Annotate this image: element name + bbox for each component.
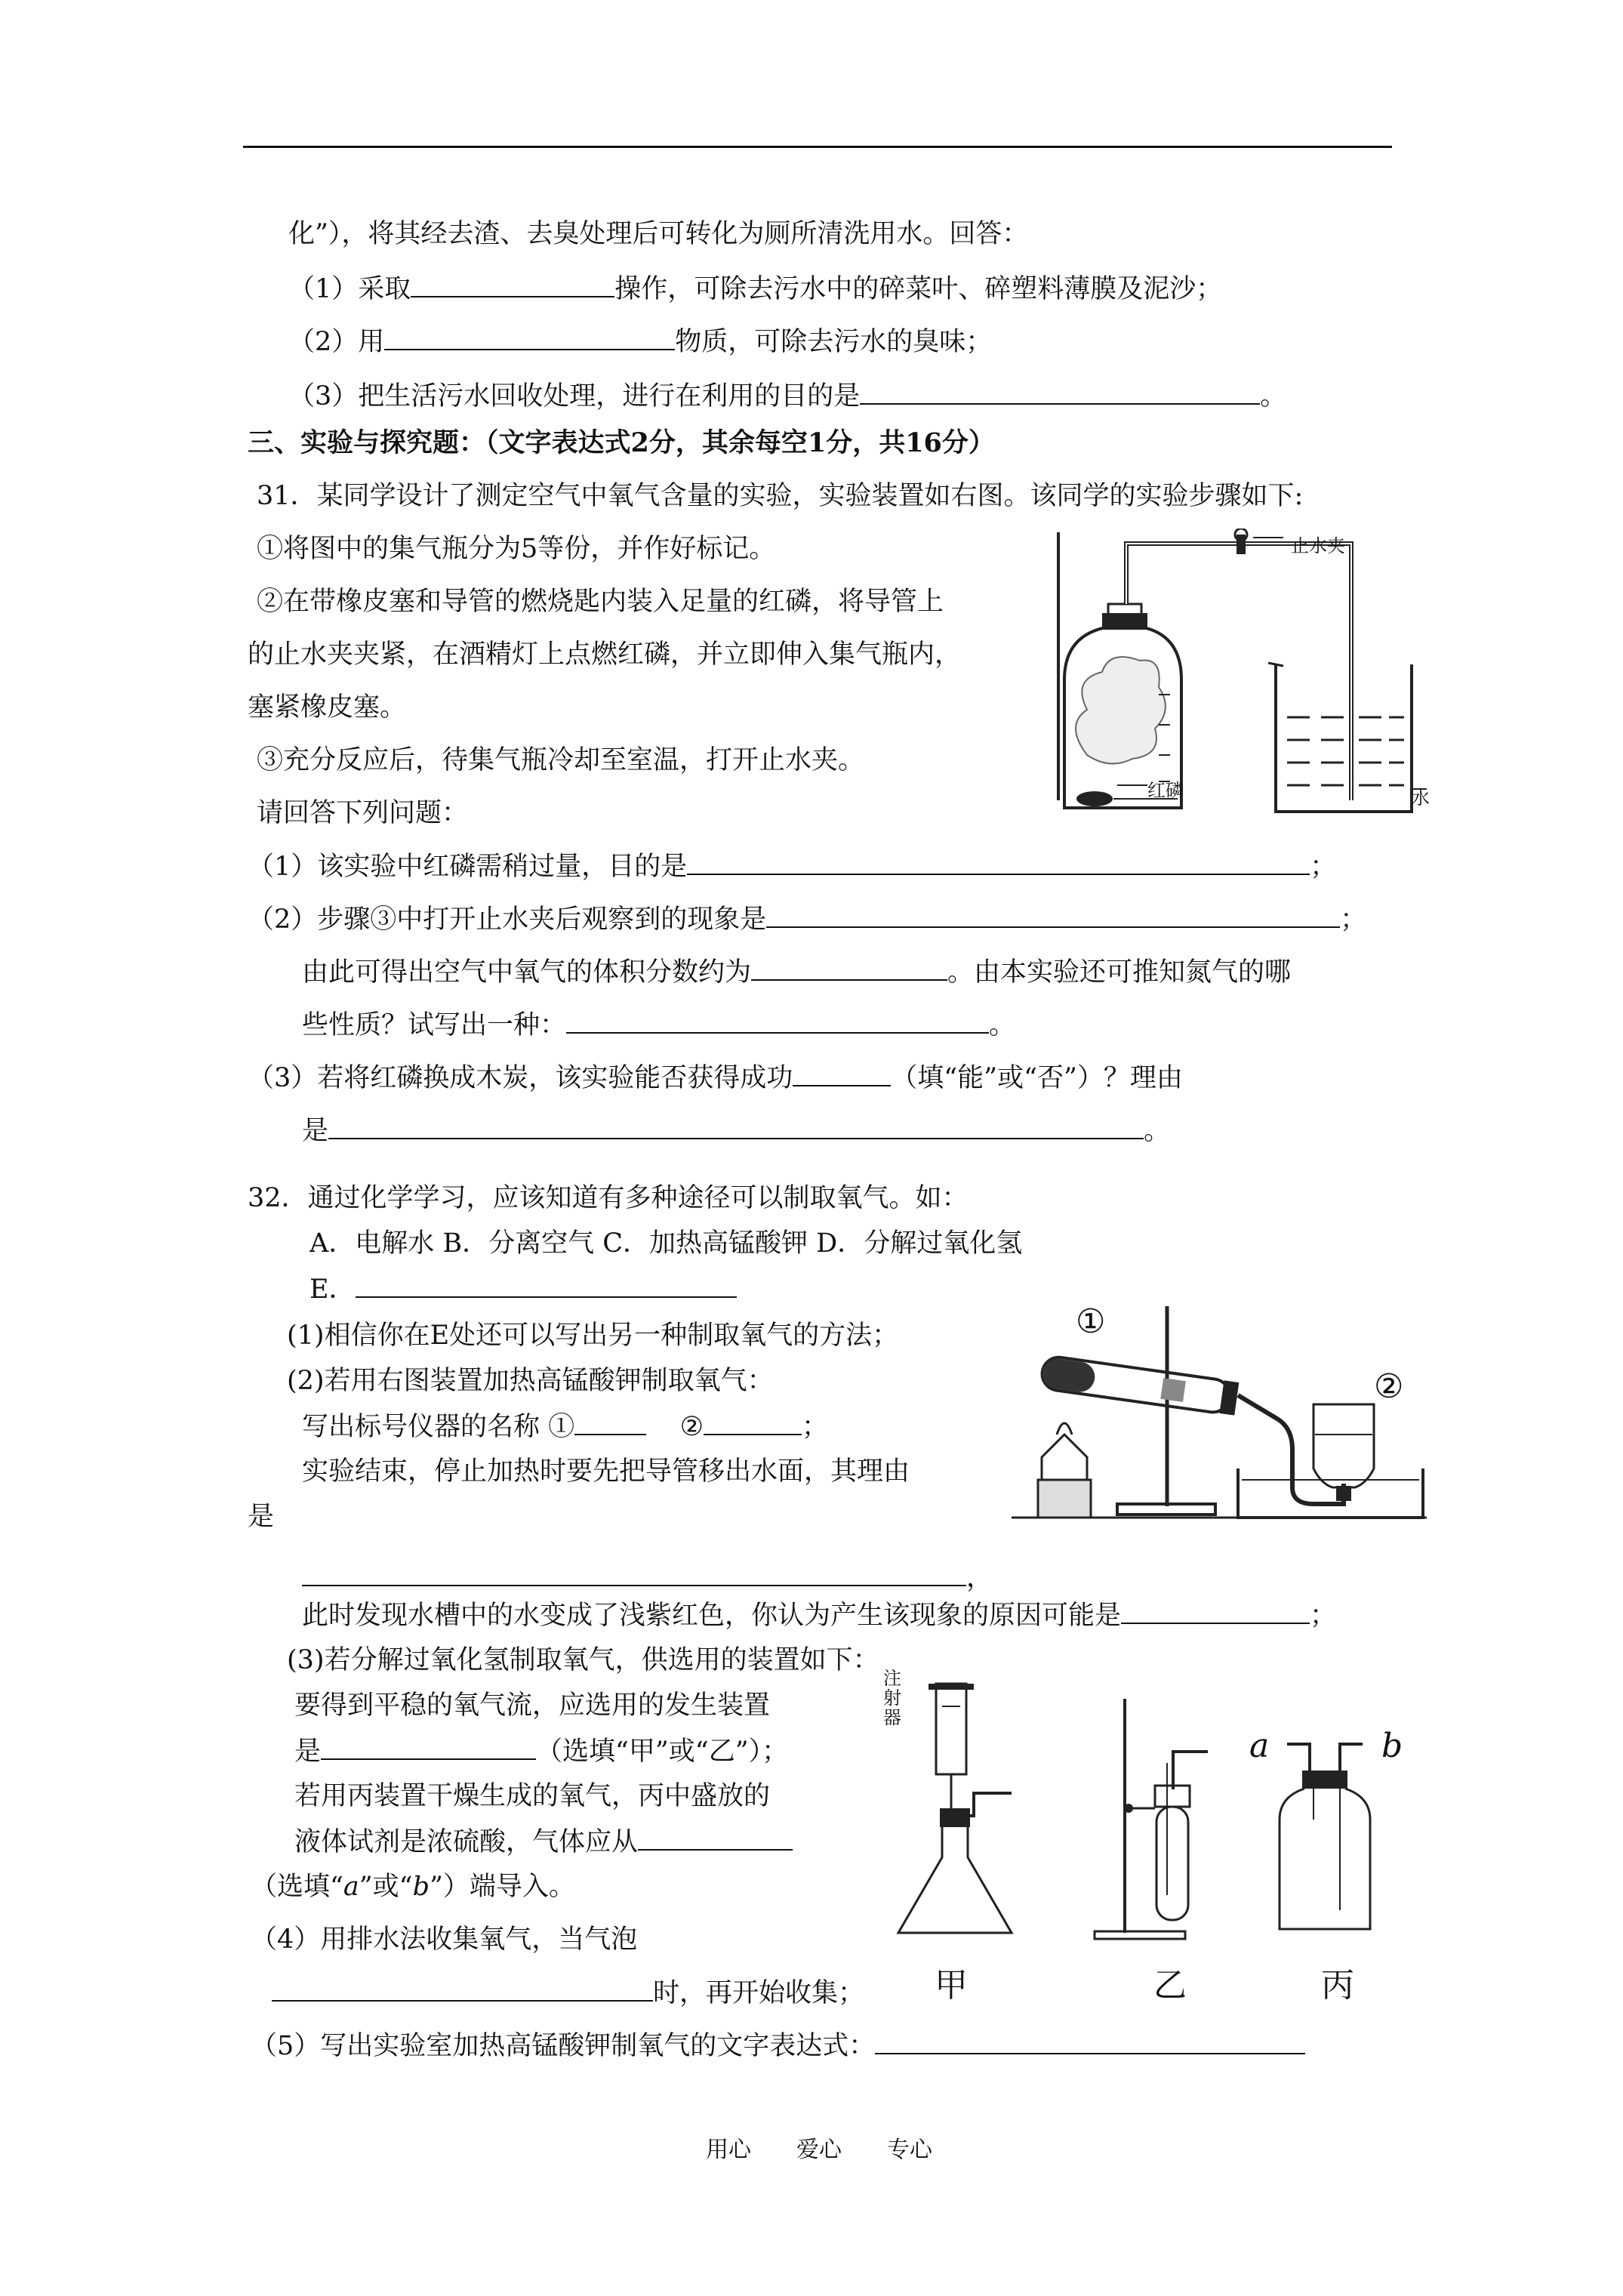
step-3: ③充分反应后，待集气瓶冷却至室温，打开止水夹。 [257, 745, 865, 775]
section-heading: 三、实验与探究题：（文字表达式2分，其余每空1分，共16分） [248, 427, 995, 458]
blank[interactable] [1121, 1597, 1310, 1624]
blank[interactable] [687, 848, 1310, 875]
label-water: 水 [1412, 787, 1430, 809]
text-line: 化”），将其经去渣、去臭处理后可转化为厕所清洗用水。回答： [288, 219, 1029, 249]
instrument-mark-2: ② [1374, 1367, 1404, 1406]
question-32-3: (3)若分解过氧化氢制取氧气，供选用的装置如下： [287, 1645, 879, 1675]
question-30-3: （3）把生活污水回收处理，进行在利用的目的是 。 [288, 378, 1286, 415]
text-line: 请回答下列问题： [257, 798, 469, 828]
label-jia: 甲 [935, 1966, 968, 2005]
blank[interactable] [574, 1408, 646, 1435]
label-syringe: 注射器 [883, 1668, 901, 1728]
blank[interactable] [384, 323, 675, 350]
text-line: 是 （选填“甲”或“乙”）； [294, 1733, 788, 1770]
options-line: A．电解水 B．分离空气 C．加热高锰酸钾 D．分解过氧化氢 [310, 1228, 1023, 1259]
text-line: 是 。 [302, 1112, 1170, 1149]
step-2: ②在带橡皮塞和导管的燃烧匙内装入足量的红磷，将导管上 [257, 587, 944, 617]
blank[interactable] [766, 901, 1340, 928]
question-31-3: （3）若将红磷换成木炭，该实验能否获得成功 （填“能”或“否”）？理由 [248, 1059, 1183, 1096]
text-line: 液体试剂是浓硫酸，气体应从 [294, 1823, 793, 1860]
text-line: 由此可得出空气中氧气的体积分数约为 。由本实验还可推知氮气的哪 [302, 954, 1291, 991]
text-line: 是 [248, 1502, 275, 1532]
step-1: ①将图中的集气瓶分为5等份，并作好标记。 [257, 534, 776, 564]
text-line: （选填“a”或“b”）端导入。 [251, 1872, 575, 1902]
blank[interactable] [860, 378, 1260, 405]
question-32-4: （4）用排水法收集氧气，当气泡 [251, 1925, 638, 1955]
question-32-1: (1)相信你在E处还可以写出另一种制取氧气的方法； [287, 1321, 899, 1351]
text-line: 些性质？试写出一种： 。 [302, 1006, 1015, 1043]
potassium-permanganate-apparatus-figure [1012, 1302, 1427, 1525]
option-e: E． [310, 1271, 737, 1308]
blank[interactable] [356, 1271, 737, 1298]
question-31-2: （2）步骤③中打开止水夹后观察到的现象是 ； [248, 901, 1366, 938]
blank[interactable] [321, 1733, 536, 1760]
question-32-5: （5）写出实验室加热高锰酸钾制氧气的文字表达式： [251, 2027, 1305, 2064]
label-b: b [1381, 1727, 1403, 1765]
question-31-1: （1）该实验中红磷需稍过量，目的是 ； [248, 848, 1336, 885]
blank[interactable] [638, 1823, 793, 1851]
label-a: a [1249, 1727, 1270, 1765]
question-30-1: （1）采取 操作，可除去污水中的碎菜叶、碎塑料薄膜及泥沙； [288, 270, 1222, 307]
label-yi: 乙 [1153, 1966, 1187, 2005]
text-line: 时，再开始收集； [272, 1974, 864, 2011]
question-30-2: （2）用 物质，可除去污水的臭味； [288, 323, 992, 360]
text-line: 写出标号仪器的名称 ① ② ； [302, 1408, 828, 1445]
text-line: 若用丙装置干燥生成的氧气，丙中盛放的 [294, 1781, 771, 1811]
blank[interactable] [411, 270, 614, 297]
blank[interactable] [704, 1408, 802, 1435]
blank[interactable] [566, 1006, 989, 1034]
blank[interactable] [751, 954, 947, 981]
blank[interactable] [302, 1559, 966, 1586]
label-clip: 止水夹 [1291, 535, 1345, 556]
instrument-mark-1: ① [1076, 1302, 1106, 1341]
question-32-2: (2)若用右图装置加热高锰酸钾制取氧气： [287, 1366, 774, 1396]
blank[interactable] [328, 1112, 1144, 1139]
hydrogen-peroxide-apparatus-figure [868, 1669, 1412, 2016]
page-footer: 用心 爱心 专心 [706, 2137, 932, 2163]
blank[interactable] [272, 1974, 653, 2002]
text-line: 塞紧橡皮塞。 [248, 692, 407, 723]
blank[interactable] [793, 1059, 891, 1086]
text-line: 此时发现水槽中的水变成了浅紫红色，你认为产生该现象的原因可能是 ； [302, 1597, 1336, 1634]
label-bing: 丙 [1321, 1966, 1354, 2005]
question-31-intro: 31．某同学设计了测定空气中氧气含量的实验，实验装置如右图。该同学的实验步骤如下: [257, 481, 1304, 511]
label-red-phosphorus: 红磷 [1147, 780, 1184, 801]
blank[interactable] [875, 2027, 1305, 2054]
text-line: ， [302, 1559, 993, 1596]
text-line: 要得到平稳的氧气流，应选用的发生装置 [294, 1690, 771, 1721]
question-32-intro: 32．通过化学学习，应该知道有多种途径可以制取氧气。如： [248, 1183, 969, 1213]
text-line: 的止水夹夹紧，在酒精灯上点燃红磷，并立即伸入集气瓶内， [248, 639, 962, 670]
text-line: 实验结束，停止加热时要先把导管移出水面，其理由 [302, 1456, 910, 1487]
air-oxygen-apparatus-figure [1034, 529, 1430, 819]
header-rule [243, 146, 1392, 148]
